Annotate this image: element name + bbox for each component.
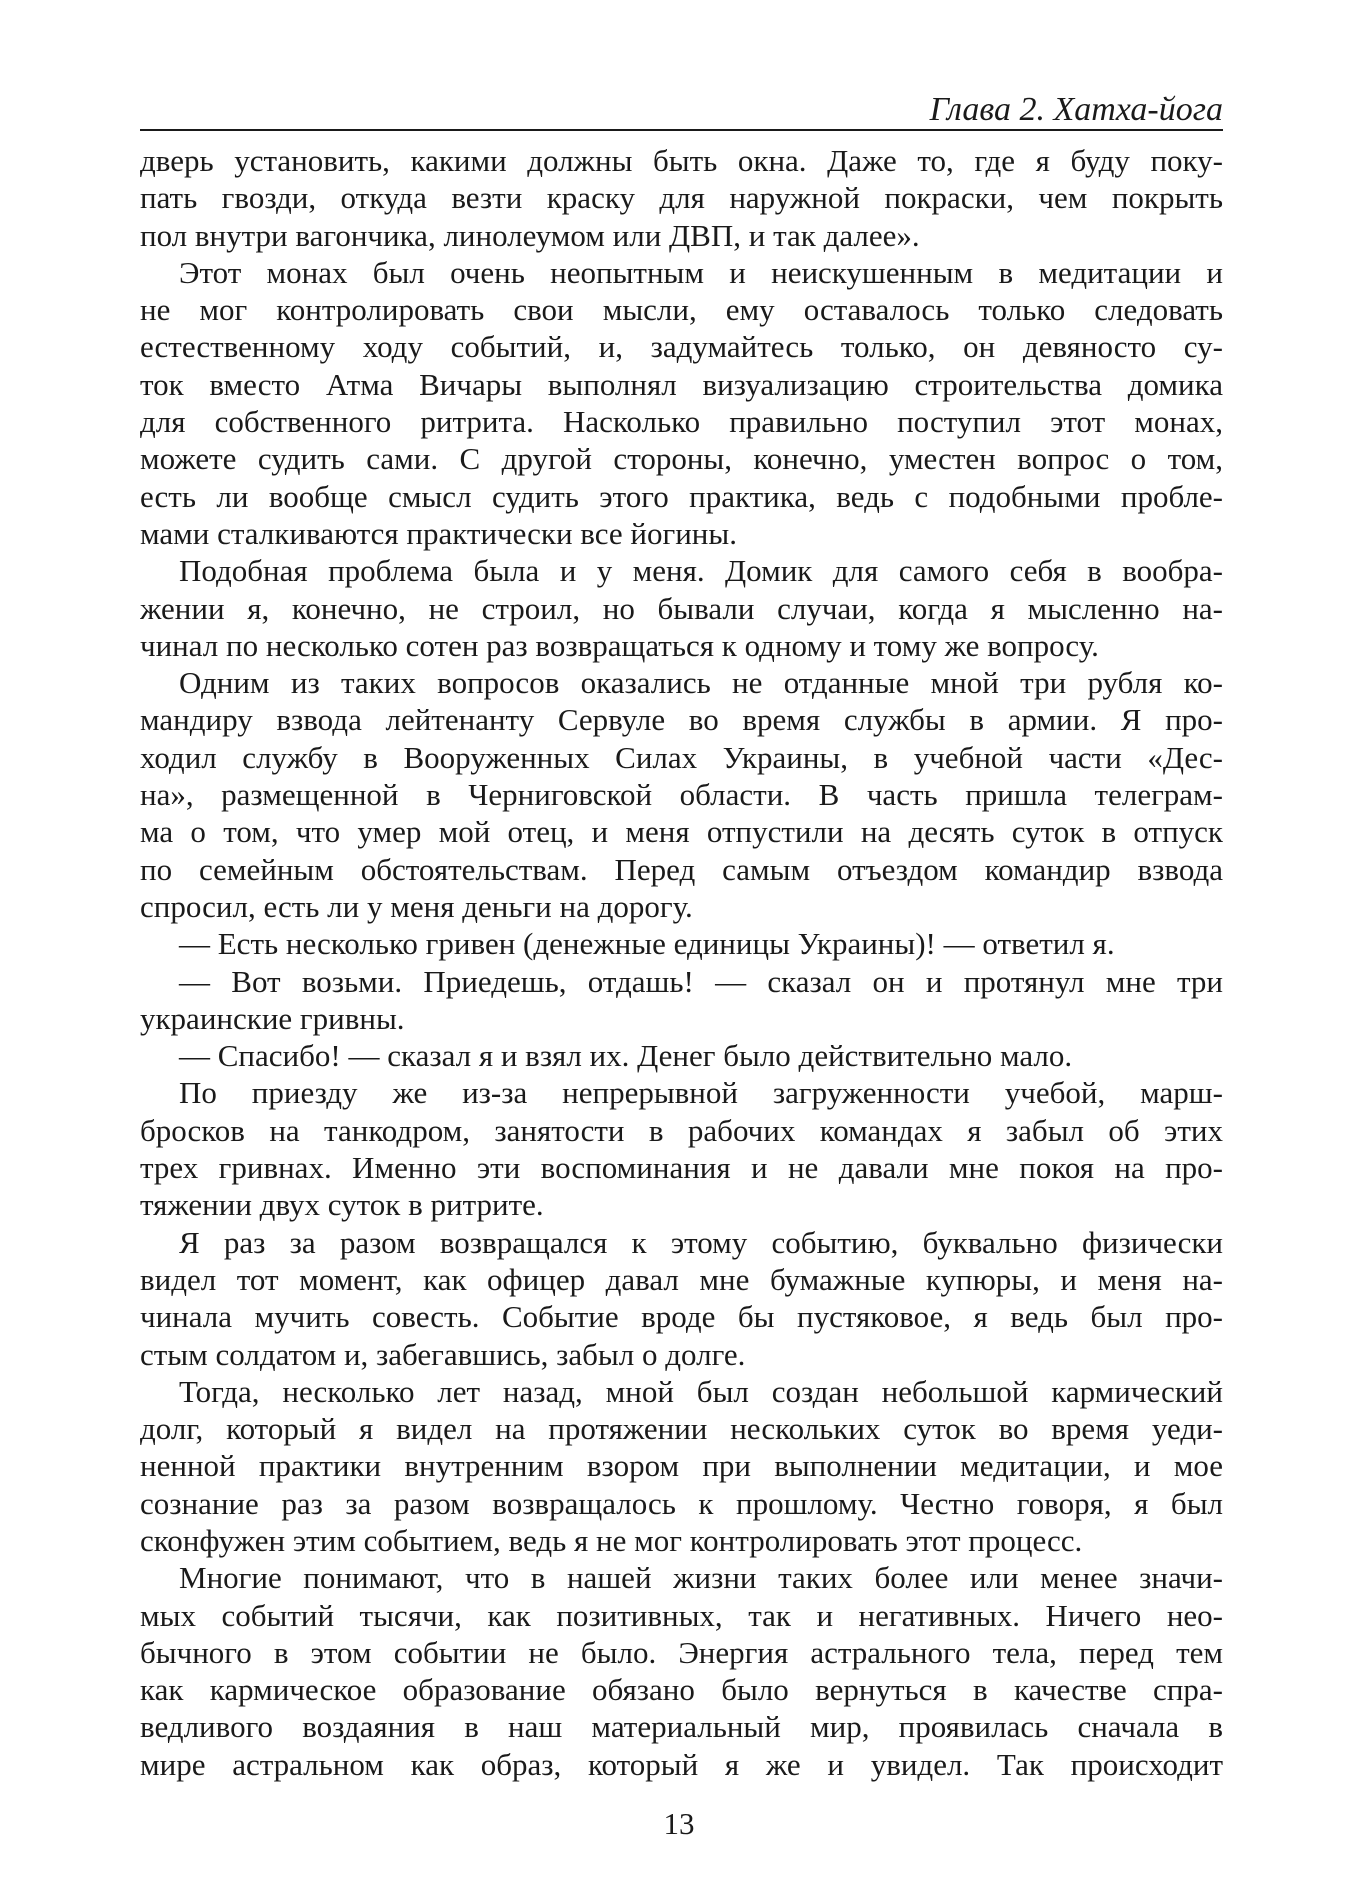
text-line: ток вместо Атма Вичары выполнял визуализацию строительства домика [140,366,1223,402]
header-rule [140,129,1223,131]
text-line: — Есть несколько гривен (денежные единицы Украины)! — ответил я. [179,926,1115,962]
text-line: бросков на танкодром, занятости в рабочих командах я забыл об этих [140,1112,1223,1148]
text-line: трех гривнах. Именно эти воспоминания и не давали мне покоя на про- [140,1150,1223,1186]
body-text [140,142,1223,1783]
text-line: долг, который я видел на протяжении нескольких суток во время уеди- [140,1411,1223,1447]
text-line: на», размещенной в Черниговской области. В часть пришла телеграм- [140,777,1223,813]
text-line: сконфужен этим событием, ведь я не мог контролировать этот процесс. [140,1522,1083,1558]
text-line: естественному ходу событий, и, задумайтесь только, он девяносто су- [140,329,1223,365]
text-line: тяжении двух суток в ритрите. [140,1187,544,1223]
text-line: — Спасибо! — сказал я и взял их. Денег было действительно мало. [179,1038,1073,1074]
text-line: ведливого воздаяния в наш материальный мир, проявилась сначала в [140,1709,1223,1745]
text-line: — Вот возьми. Приедешь, отдашь! — сказал он и протянул мне три [179,963,1223,999]
text-line: Подобная проблема была и у меня. Домик для самого себя в вообра- [179,553,1223,589]
text-line: украинские гривны. [140,1000,405,1036]
text-line: по семейным обстоятельствам. Перед самым отъездом командир взвода [140,851,1223,887]
text-line: дверь установить, какими должны быть окна. Даже то, где я буду поку- [140,143,1223,178]
text-line: жении я, конечно, не строил, но бывали случаи, когда я мысленно на- [140,590,1223,626]
text-line: стым солдатом и, забегавшись, забыл о долге. [140,1336,746,1372]
text-line: пать гвозди, откуда везти краску для наружной покраски, чем покрыть [140,180,1223,216]
text-line: По приезду же из-за непрерывной загруженности учебой, марш- [179,1075,1223,1111]
text-line: Одним из таких вопросов оказались не отданные мной три рубля ко- [179,665,1223,701]
text-line: ма о том, что умер мой отец, и меня отпустили на десять суток в отпуск [140,814,1223,850]
running-header: Глава 2. Хатха-йога [929,91,1223,128]
text-line: чинал по несколько сотен раз возвращаться к одному и тому же вопросу. [140,627,1099,663]
page-number: 13 [663,1806,695,1841]
text-line: Этот монах был очень неопытным и неискушенным в медитации и [179,254,1223,290]
text-line: Многие понимают, что в нашей жизни таких более или менее значи- [179,1560,1223,1596]
text-line: ходил службу в Вооруженных Силах Украины, в учебной части «Дес- [140,739,1223,775]
text-line: не мог контролировать свои мысли, ему оставалось только следовать [140,292,1223,328]
text-line: как кармическое образование обязано было вернуться в качестве спра- [140,1672,1223,1708]
text-line: чинала мучить совесть. Событие вроде бы пустяковое, я ведь был про- [140,1299,1223,1335]
text-line: есть ли вообще смысл судить этого практика, ведь с подобными пробле- [140,478,1223,514]
text-line: видел тот момент, как офицер давал мне бумажные купюры, и меня на- [140,1261,1223,1297]
text-line: Я раз за разом возвращался к этому событию, буквально физически [179,1224,1223,1260]
text-line: бычного в этом событии не было. Энергия астрального тела, перед тем [140,1634,1223,1670]
text-line: мире астральном как образ, который я же и увидел. Так происходит [140,1746,1223,1782]
text-line: спросил, есть ли у меня деньги на дорогу. [140,888,693,924]
text-line: сознание раз за разом возвращалось к прошлому. Честно говоря, я был [140,1485,1223,1521]
text-line: пол внутри вагончика, линолеумом или ДВП, и так далее». [140,217,920,253]
text-line: мандиру взвода лейтенанту Сервуле во время службы в армии. Я про- [140,702,1223,738]
text-line: Тогда, несколько лет назад, мной был создан небольшой кармический [179,1373,1223,1409]
text-line: можете судить сами. С другой стороны, конечно, уместен вопрос о том, [140,441,1223,477]
text-line: для собственного ритрита. Насколько правильно поступил этот монах, [140,404,1223,440]
text-line: мых событий тысячи, как позитивных, так и негативных. Ничего нео- [140,1597,1223,1633]
text-line: мами сталкиваются практически все йогины. [140,515,737,551]
text-line: ненной практики внутренним взором при выполнении медитации, и мое [140,1448,1223,1484]
